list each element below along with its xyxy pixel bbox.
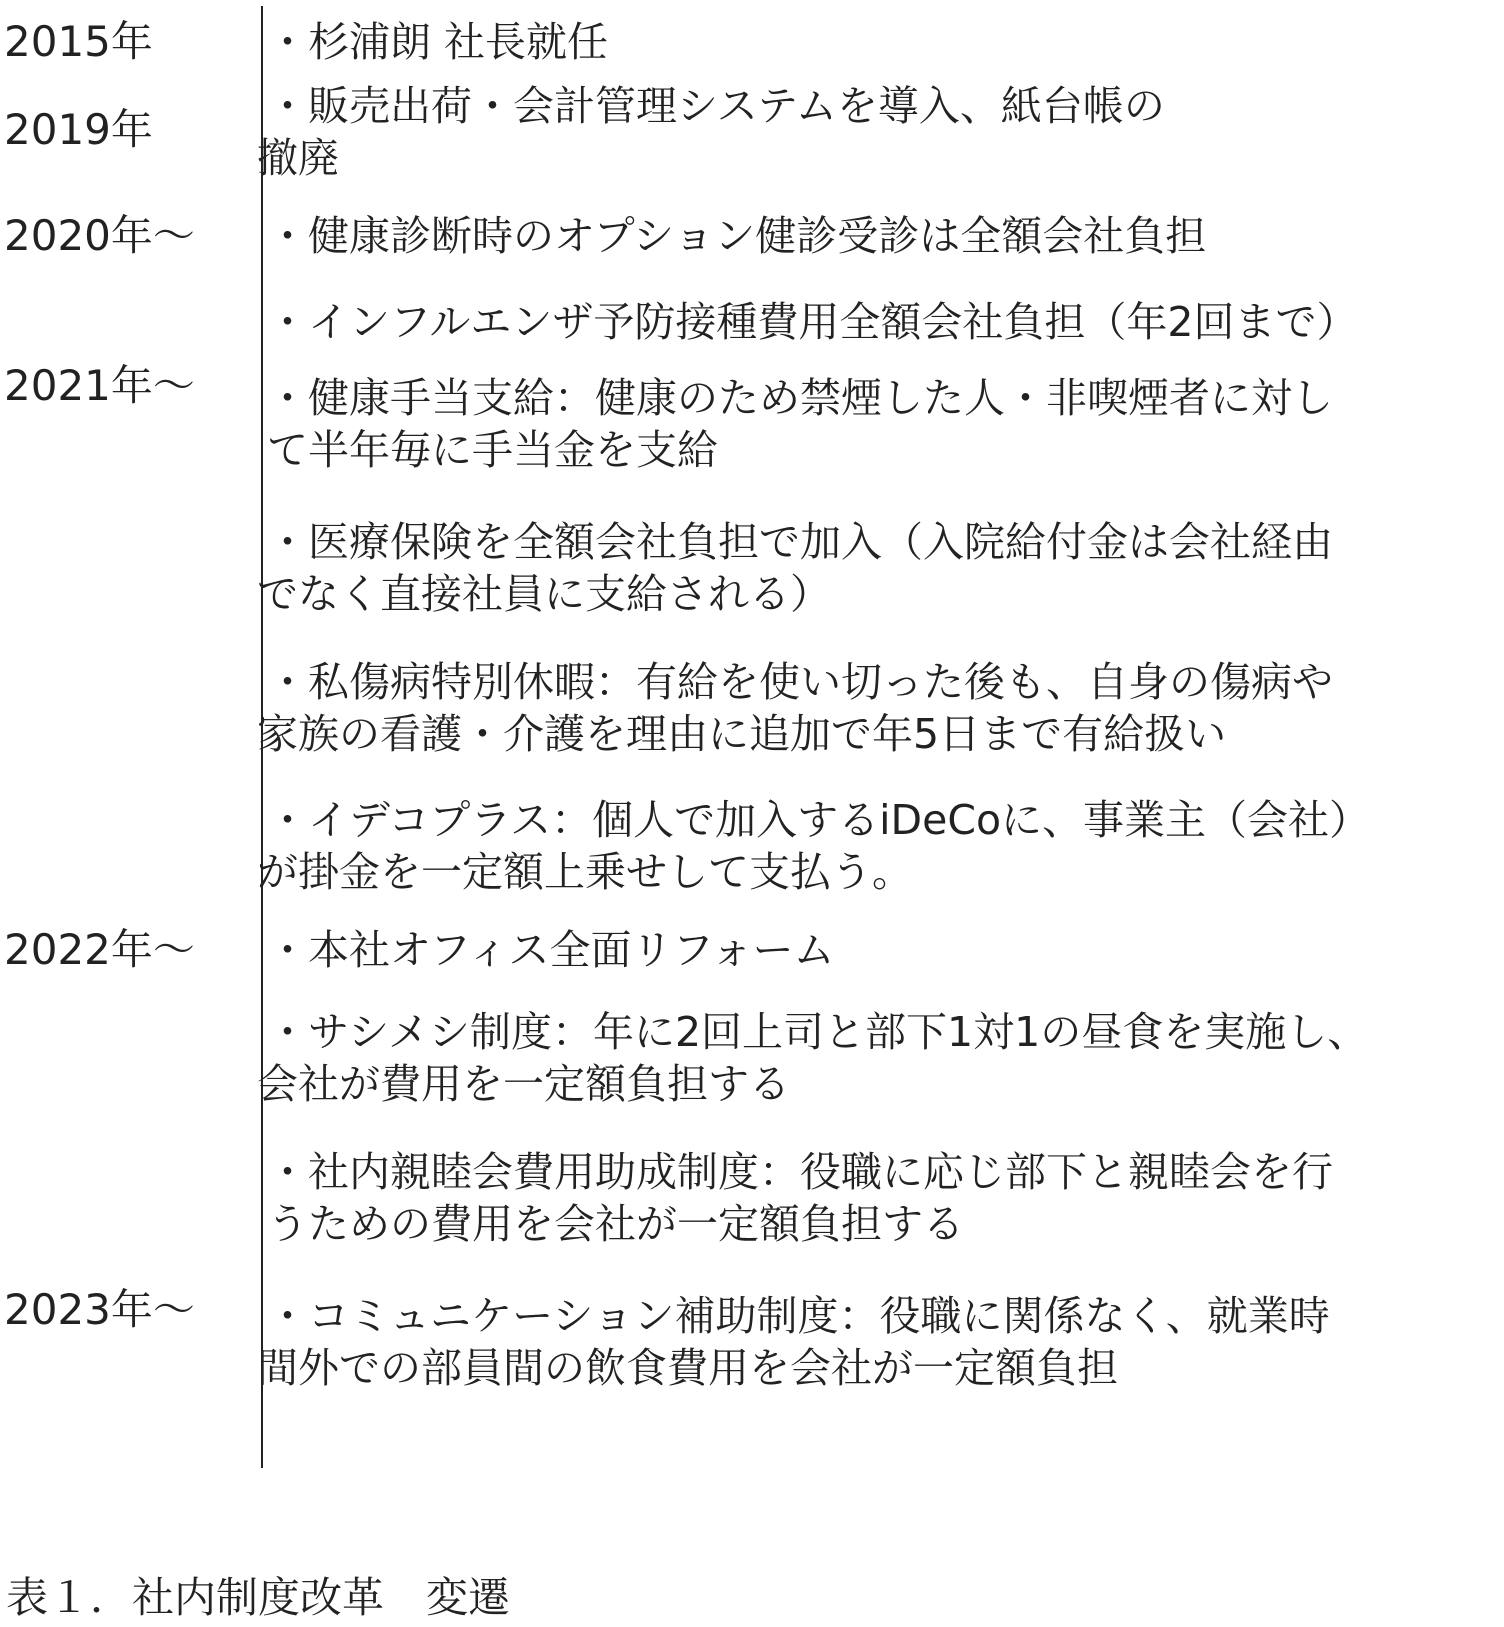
item-line: て半年毎に手当金を支給 (267, 426, 718, 474)
item-line: ・健康診断時のオプション健診受診は全額会社負担 (267, 212, 1207, 260)
item-line: ・販売出荷・会計管理システムを導入、紙台帳の (267, 82, 1165, 130)
history-item (257, 80, 1467, 184)
item-line: 間外での部員間の飲食費用を会社が一定額負担 (257, 1344, 1118, 1392)
year-label: 2021年〜 (4, 361, 195, 410)
item-line: ・社内親睦会費用助成制度：役職に応じ部下と親睦会を行 (267, 1148, 1333, 1196)
table-caption: 表１．社内制度改革 変遷 (6, 1573, 511, 1622)
item-line: ・本社オフィス全面リフォーム (267, 926, 835, 974)
item-line: ・インフルエンザ予防接種費用全額会社負担（年2回まで） (267, 298, 1358, 346)
item-line: 撤廃 (257, 134, 339, 182)
item-line: ・イデコプラス：個人で加入するiDeCoに、事業主（会社） (267, 796, 1371, 844)
history-item (267, 924, 1467, 976)
item-line: 家族の看護・介護を理由に追加で年5日まで有給扱い (257, 710, 1227, 758)
history-item (267, 372, 1467, 476)
year-label: 2015年 (4, 17, 153, 66)
item-line: が掛金を一定額上乗せして支払う。 (257, 848, 913, 896)
history-item (257, 516, 1467, 620)
year-label: 2022年〜 (4, 925, 195, 974)
item-line: ・サシメシ制度：年に2回上司と部下1対1の昼食を実施し、 (267, 1008, 1369, 1056)
item-line: でなく直接社員に支給される） (257, 570, 831, 618)
year-label: 2023年〜 (4, 1285, 195, 1334)
history-item (267, 1146, 1467, 1250)
history-item (257, 656, 1467, 760)
item-line: ・医療保険を全額会社負担で加入（入院給付金は会社経由 (267, 518, 1333, 566)
history-item (257, 794, 1467, 898)
item-line: うための費用を会社が一定額負担する (267, 1200, 964, 1248)
item-line: ・コミュニケーション補助制度：役職に関係なく、就業時 (267, 1292, 1330, 1340)
item-line: ・健康手当支給：健康のため禁煙した人・非喫煙者に対し (267, 374, 1333, 422)
item-line: ・私傷病特別休暇：有給を使い切った後も、自身の傷病や (267, 658, 1333, 706)
item-line: ・杉浦朗 社長就任 (267, 18, 609, 66)
history-item (267, 296, 1467, 348)
history-item (257, 1006, 1467, 1110)
year-label: 2020年〜 (4, 211, 195, 260)
history-item (267, 210, 1467, 262)
year-label: 2019年 (4, 105, 153, 154)
item-line: 会社が費用を一定額負担する (257, 1060, 790, 1108)
history-item (257, 1290, 1467, 1394)
history-item (267, 16, 1467, 68)
